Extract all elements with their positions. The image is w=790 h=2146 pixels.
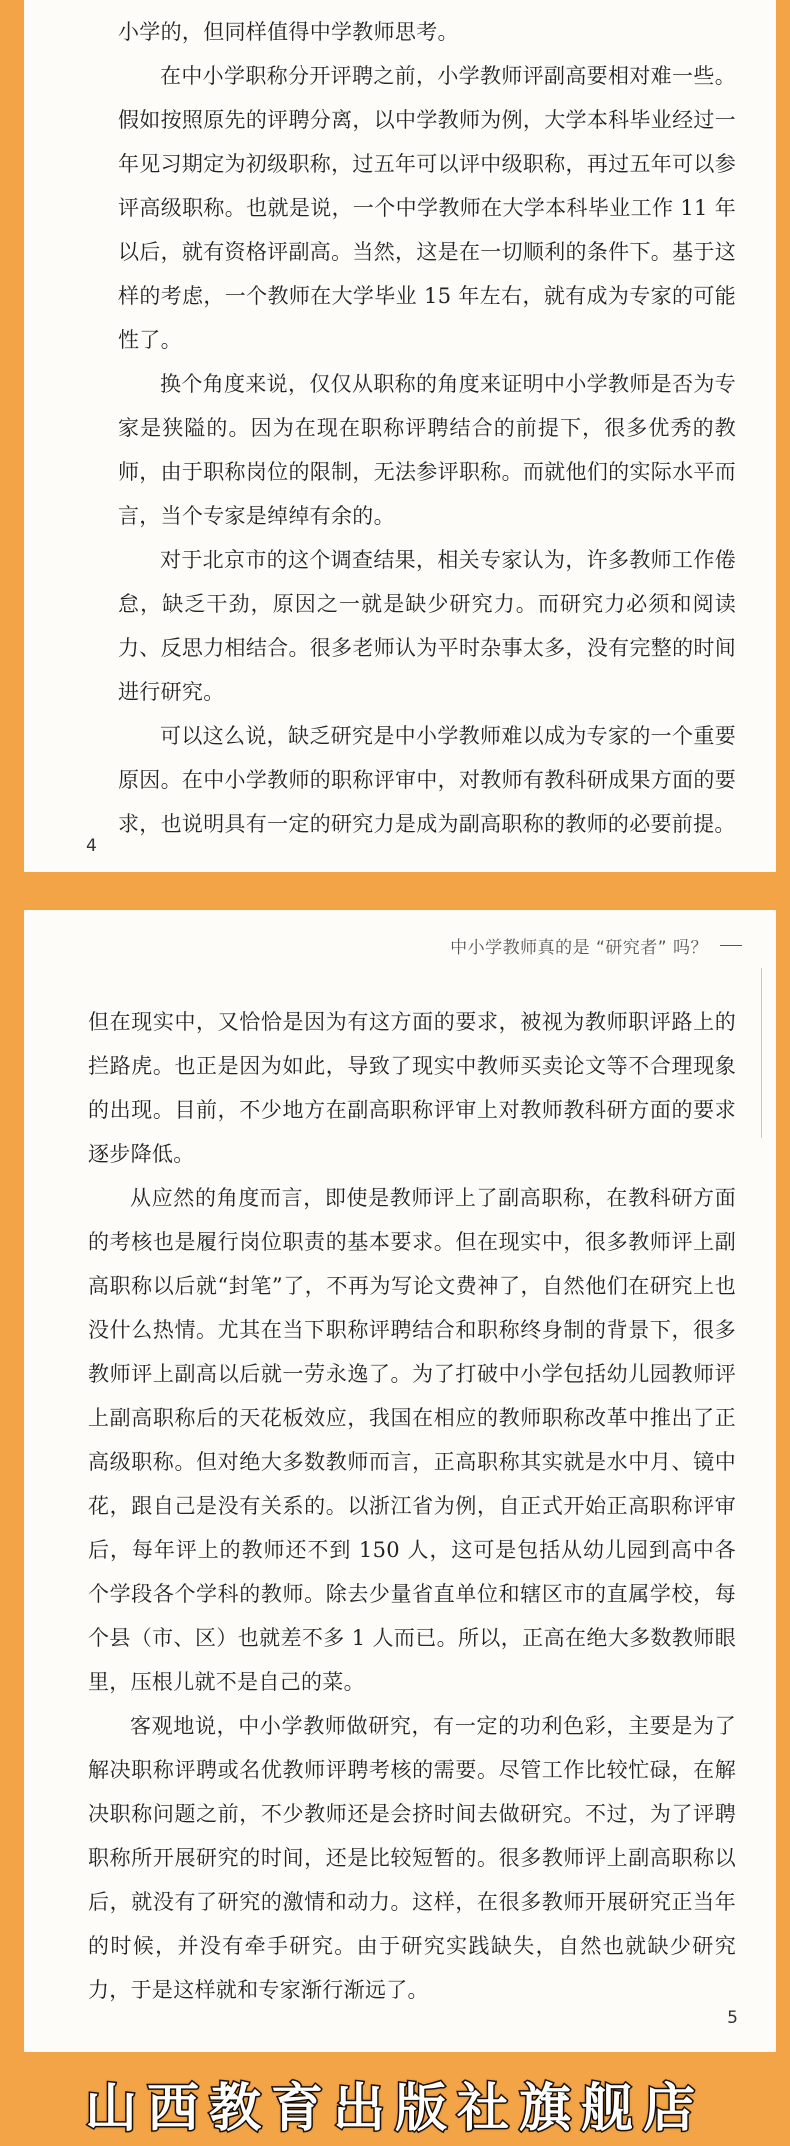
margin-rule <box>761 968 762 1138</box>
paragraph: 换个角度来说，仅仅从职称的角度来证明中小学教师是否为专家是狭隘的。因为在现在职称评聘结合的前提下，很多优秀的教师，由于职称岗位的限制，无法参评职称。而就他们的实际水平而言，当个专家是绰绰有余的。 <box>118 372 736 528</box>
paragraph: 可以这么说，缺乏研究是中小学教师难以成为专家的一个重要原因。在中小学教师的职称评审中，对教师有教科研成果方面的要求，也说明具有一定的研究力是成为副高职称的教师的必要前提。 <box>118 724 736 836</box>
paragraph: 小学的，但同样值得中学教师思考。 <box>118 20 459 44</box>
book-page-5 <box>24 910 776 2052</box>
paragraph: 客观地说，中小学教师做研究，有一定的功利色彩，主要是为了解决职称评聘或名优教师评聘考核的需要。尽管工作比较忙碌，在解决职称问题之前，不少教师还是会挤时间去做研究。不过，为了评聘职称所开展研究的时间，还是比较短暂的。很多教师评上副高职称以后，就没有了研究的激情和动力。这样，在很多教师开展研究正当年的时候，并没有牵手研究。由于研究实践缺失，自然也就缺少研究力，于是这样就和专家渐行渐远了。 <box>88 1714 736 2002</box>
running-header <box>88 910 742 980</box>
paragraph: 在中小学职称分开评聘之前，小学教师评副高要相对难一些。假如按照原先的评聘分离，以中学教师为例，大学本科毕业经过一年见习期定为初级职称，过五年可以评中级职称，再过五年可以参评高级职称。也就是说，一个中学教师在大学本科毕业工作 11 年以后，就有资格评副高。当然，这是在一切顺利的条件下。基于这样的考虑，一个教师在大学毕业 15 年左右，就有成为专家的可能性了。 <box>118 64 736 352</box>
paragraph: 但在现实中，又恰恰是因为有这方面的要求，被视为教师职评路上的拦路虎。也正是因为如此，导致了现实中教师买卖论文等不合理现象的出现。目前，不少地方在副高职称评审上对教师教科研方面的要求逐步降低。 <box>88 1010 736 1166</box>
page-number: 4 <box>86 836 97 856</box>
page-4-body <box>118 10 736 846</box>
page-number: 5 <box>727 2008 738 2028</box>
store-banner <box>0 2060 790 2146</box>
paragraph: 对于北京市的这个调查结果，相关专家认为，许多教师工作倦怠，缺乏干劲，原因之一就是缺少研究力。而研究力必须和阅读力、反思力相结合。很多老师认为平时杂事太多，没有完整的时间进行研究。 <box>118 548 736 704</box>
paragraph: 从应然的角度而言，即使是教师评上了副高职称，在教科研方面的考核也是履行岗位职责的基本要求。但在现实中，很多教师评上副高职称以后就“封笔”了，不再为写论文费神了，自然他们在研究上也没什么热情。尤其在当下职称评聘结合和职称终身制的背景下，很多教师评上副高以后就一劳永逸了。为了打破中小学包括幼儿园教师评上副高职称后的天花板效应，我国在相应的教师职称改革中推出了正高级职称。但对绝大多数教师而言，正高职称其实就是水中月、镜中花，跟自己是没有关系的。以浙江省为例，自正式开始正高职称评审后，每年评上的教师还不到 150 人，这可是包括从幼儿园到高中各个学段各个学科的教师。除去少量省直单位和辖区市的直属学校，每个县（市、区）也就差不多 1 人而已。所以，正高在绝大多数教师眼里，压根儿就不是自己的菜。 <box>88 1186 736 1694</box>
page-5-body <box>88 1000 736 2012</box>
header-rule <box>720 945 742 946</box>
book-page-4 <box>24 0 776 872</box>
store-name: 山西教育出版社旗舰店 <box>84 2078 705 2139</box>
running-header-title: 中小学教师真的是 “研究者” 吗？ <box>450 937 708 958</box>
